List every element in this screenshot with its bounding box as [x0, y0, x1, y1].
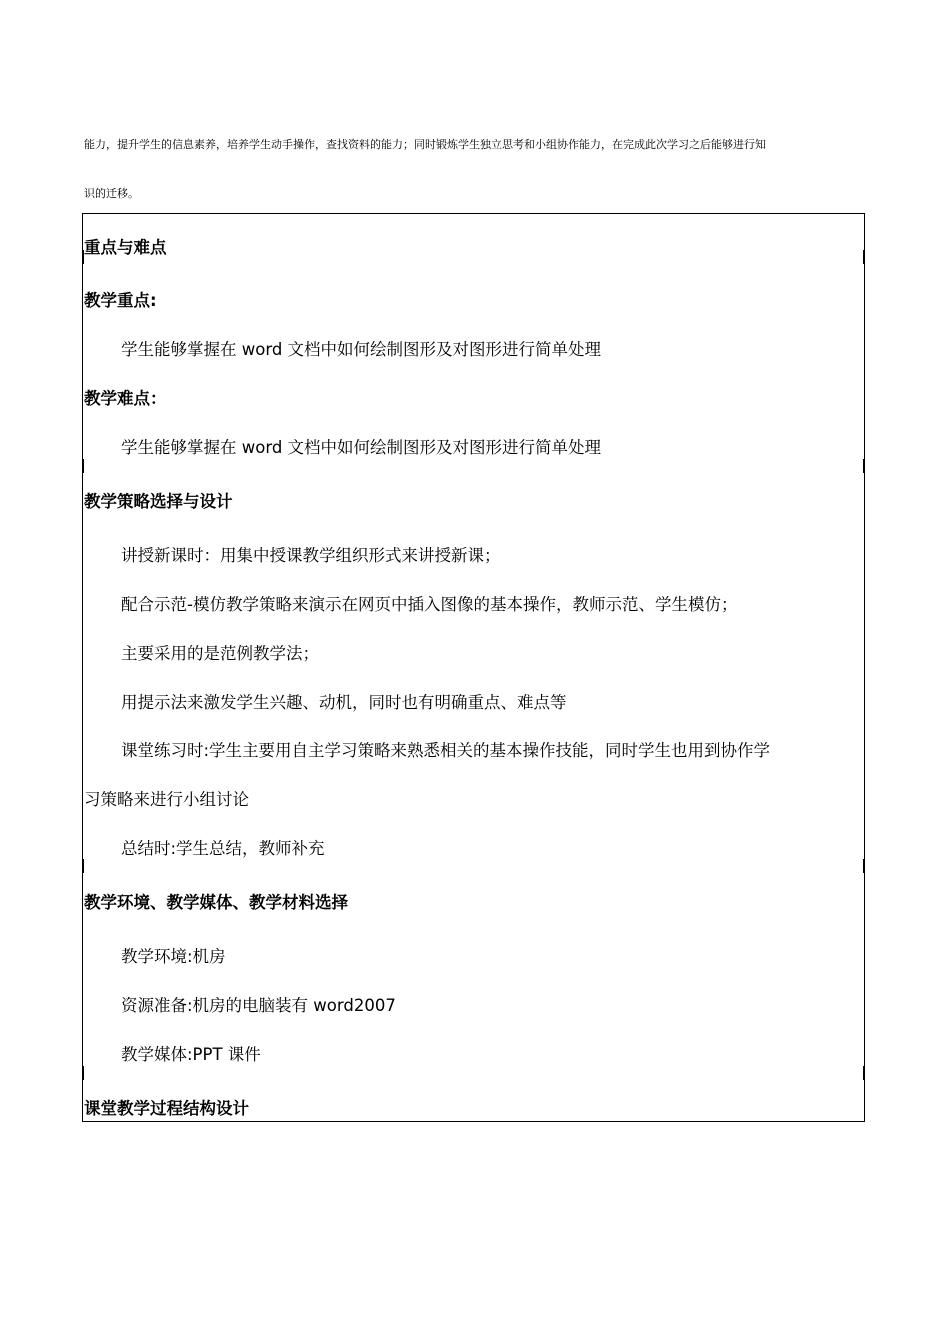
focus-label: 教学重点:	[84, 291, 157, 310]
heading-key-difficult: 重点与难点	[84, 238, 167, 257]
environment-item: 教学媒体:PPT 课件	[121, 1045, 261, 1064]
intro-text-line-1: 能力，提升学生的信息素养，培养学生动手操作，查找资料的能力；同时锻炼学生独立思考和小组协作能力，在完成此次学习之后能够进行知	[84, 138, 766, 151]
strategy-item: 课堂练习时:学生主要用自主学习策略来熟悉相关的基本操作技能，同时学生也用到协作学	[121, 741, 771, 760]
strategy-item: 总结时:学生总结，教师补充	[121, 839, 325, 858]
strategy-item: 习策略来进行小组讨论	[84, 790, 249, 809]
environment-item: 资源准备:机房的电脑装有 word2007	[121, 996, 396, 1015]
row-marker	[82, 1066, 84, 1080]
environment-item: 教学环境:机房	[121, 947, 226, 966]
difficulty-label: 教学难点：	[84, 389, 167, 408]
difficulty-text: 学生能够掌握在 word 文档中如何绘制图形及对图形进行简单处理	[121, 438, 602, 457]
heading-process: 课堂教学过程结构设计	[84, 1099, 249, 1118]
row-marker	[863, 250, 865, 264]
heading-strategy: 教学策略选择与设计	[84, 492, 233, 511]
lesson-plan-table	[82, 213, 865, 1122]
focus-text: 学生能够掌握在 word 文档中如何绘制图形及对图形进行简单处理	[121, 340, 602, 359]
row-marker	[863, 1066, 865, 1080]
strategy-item: 主要采用的是范例教学法；	[121, 644, 319, 663]
strategy-item: 配合示范-模仿教学策略来演示在网页中插入图像的基本操作，教师示范、学生模仿；	[121, 595, 738, 614]
strategy-item: 用提示法来激发学生兴趣、动机，同时也有明确重点、难点等	[121, 693, 567, 712]
row-marker	[82, 250, 84, 264]
intro-text-line-2: 识的迁移。	[84, 187, 139, 200]
row-marker	[863, 859, 865, 873]
row-marker	[82, 459, 84, 473]
row-marker	[82, 859, 84, 873]
row-marker	[863, 459, 865, 473]
heading-environment: 教学环境、教学媒体、教学材料选择	[84, 893, 348, 912]
strategy-item: 讲授新课时：用集中授课教学组织形式来讲授新课；	[121, 546, 501, 565]
